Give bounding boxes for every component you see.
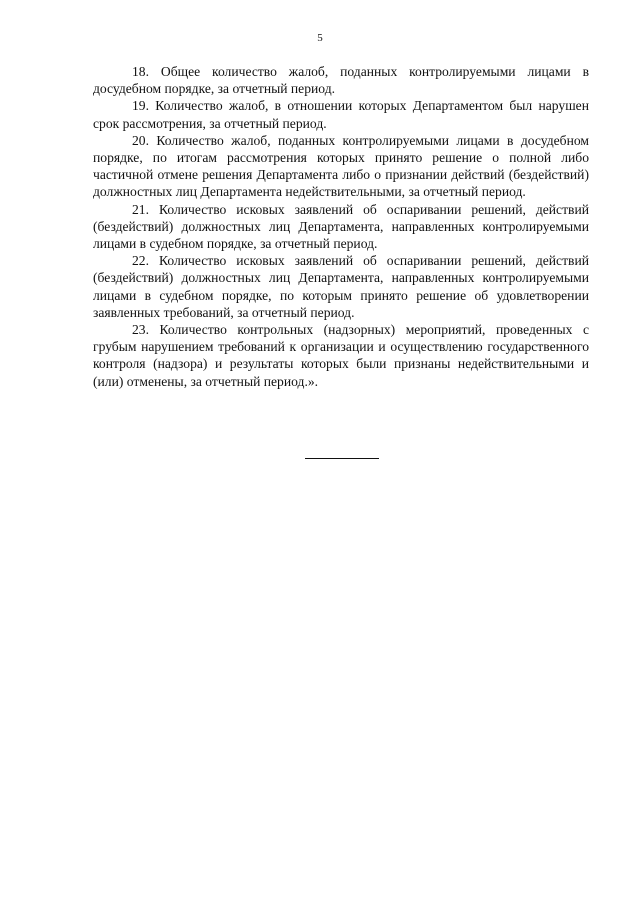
paragraph-item-21: 21. Количество исковых заявлений об оспаривании решений, действий (бездействий) должностных лиц Департамента, направленных контролируемыми лицами в судебном порядке, за отчетный период. [93, 201, 589, 252]
document-body [93, 63, 589, 390]
paragraph-item-20: 20. Количество жалоб, поданных контролируемыми лицами в досудебном порядке, по итогам рассмотрения которых принято решение о полной либо частичной отмене решения Департамента либо о признании действий (бездействий) должностных лиц Департамента недействительными, за отчетный период. [93, 132, 589, 200]
paragraph-item-19: 19. Количество жалоб, в отношении которых Департаментом был нарушен срок рассмотрения, за отчетный период. [93, 98, 589, 131]
end-of-document-rule [305, 458, 379, 459]
paragraph-item-18: 18. Общее количество жалоб, поданных контролируемыми лицами в досудебном порядке, за отчетный период. [93, 64, 589, 97]
paragraph-item-23: 23. Количество контрольных (надзорных) мероприятий, проведенных с грубым нарушением требований к организации и осуществлению государственного контроля (надзора) и результаты которых были признаны недействительными и (или) отменены, за отчетный период.». [93, 322, 589, 389]
page-number: 5 [317, 32, 323, 44]
paragraph-item-22: 22. Количество исковых заявлений об оспаривании решений, действий (бездействий) должностных лиц Департамента, направленных контролируемыми лицами в судебном порядке, по которым принято решение об удовлетворении заявленных требований, за отчетный период. [93, 253, 589, 320]
